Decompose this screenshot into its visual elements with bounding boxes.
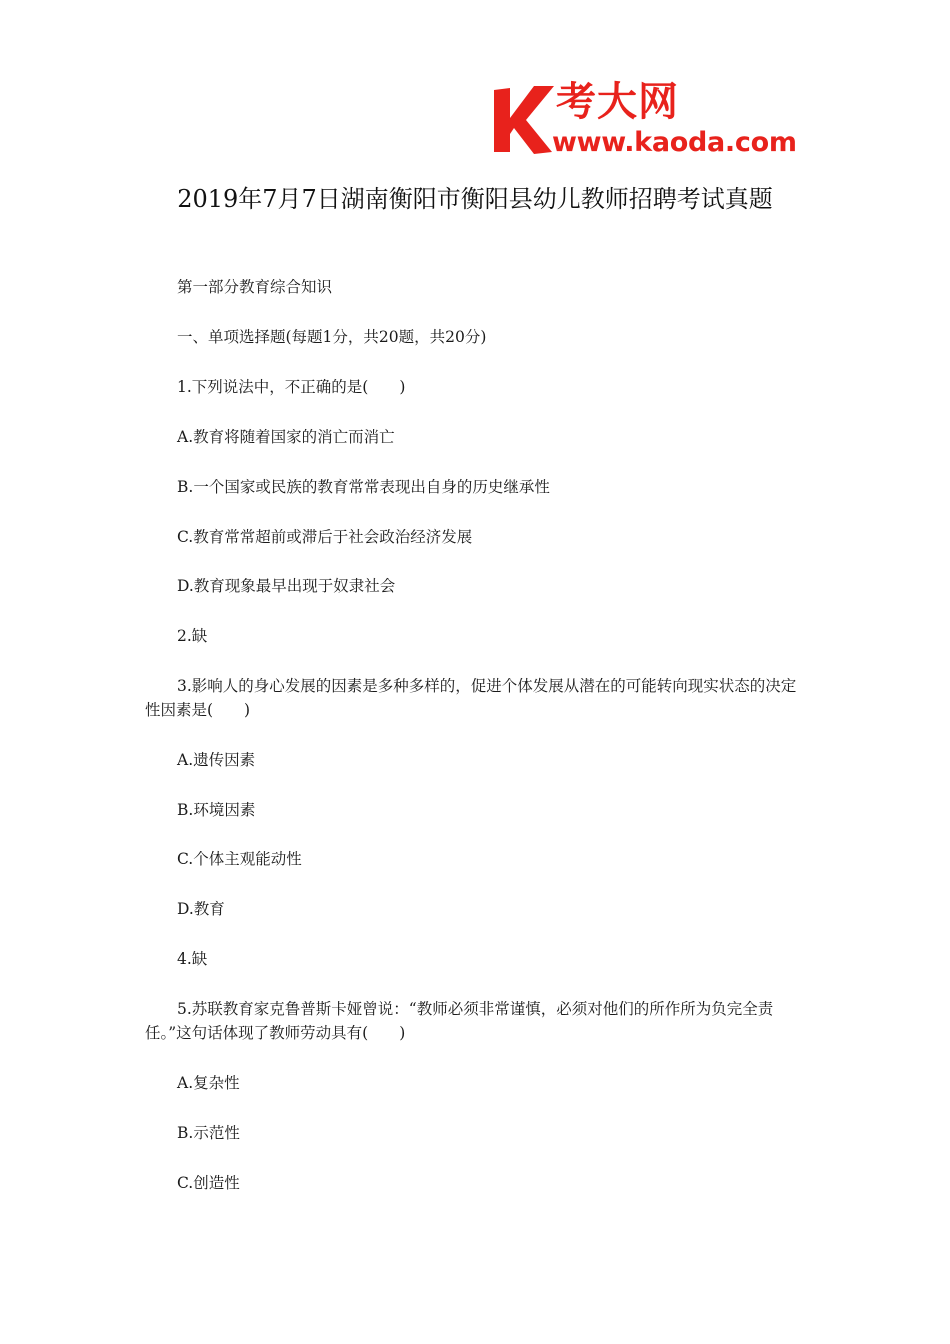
part-heading: 第一部分教育综合知识 xyxy=(177,278,333,296)
question-3-option-a: A.遗传因素 xyxy=(177,751,256,769)
question-1: 1.下列说法中，不正确的是( ) xyxy=(177,378,406,396)
question-3: 3.影响人的身心发展的因素是多种多样的，促进个体发展从潜在的可能转向现实状态的决定性因素是( ) xyxy=(145,677,797,719)
question-5-option-c: C.创造性 xyxy=(177,1174,240,1192)
question-2: 2.缺 xyxy=(177,627,208,645)
question-1-option-d: D.教育现象最早出现于奴隶社会 xyxy=(177,577,396,595)
question-5: 5.苏联教育家克鲁普斯卡娅曾说：“教师必须非常谨慎，必须对他们的所作所为负完全责任。”这句话体现了教师劳动具有( ) xyxy=(145,1000,774,1042)
question-1-option-b: B.一个国家或民族的教育常常表现出自身的历史继承性 xyxy=(177,478,550,496)
question-3-option-c: C.个体主观能动性 xyxy=(177,850,302,868)
question-5-option-a: A.复杂性 xyxy=(177,1074,240,1092)
logo-name: 考大网 xyxy=(556,79,679,125)
section-heading: 一、单项选择题(每题1分，共20题，共20分) xyxy=(177,328,487,346)
question-4: 4.缺 xyxy=(177,950,208,968)
question-1-option-c: C.教育常常超前或滞后于社会政治经济发展 xyxy=(177,528,473,546)
question-5-option-b: B.示范性 xyxy=(177,1124,240,1142)
page-title: 2019年7月7日湖南衡阳市衡阳县幼儿教师招聘考试真题 xyxy=(177,185,773,213)
question-3-option-b: B.环境因素 xyxy=(177,801,256,819)
k-logo-icon xyxy=(490,78,560,160)
question-1-option-a: A.教育将随着国家的消亡而消亡 xyxy=(177,428,395,446)
logo-url: www.kaoda.com xyxy=(552,127,797,158)
question-3-option-d: D.教育 xyxy=(177,900,225,918)
kaoda-logo xyxy=(490,78,810,160)
